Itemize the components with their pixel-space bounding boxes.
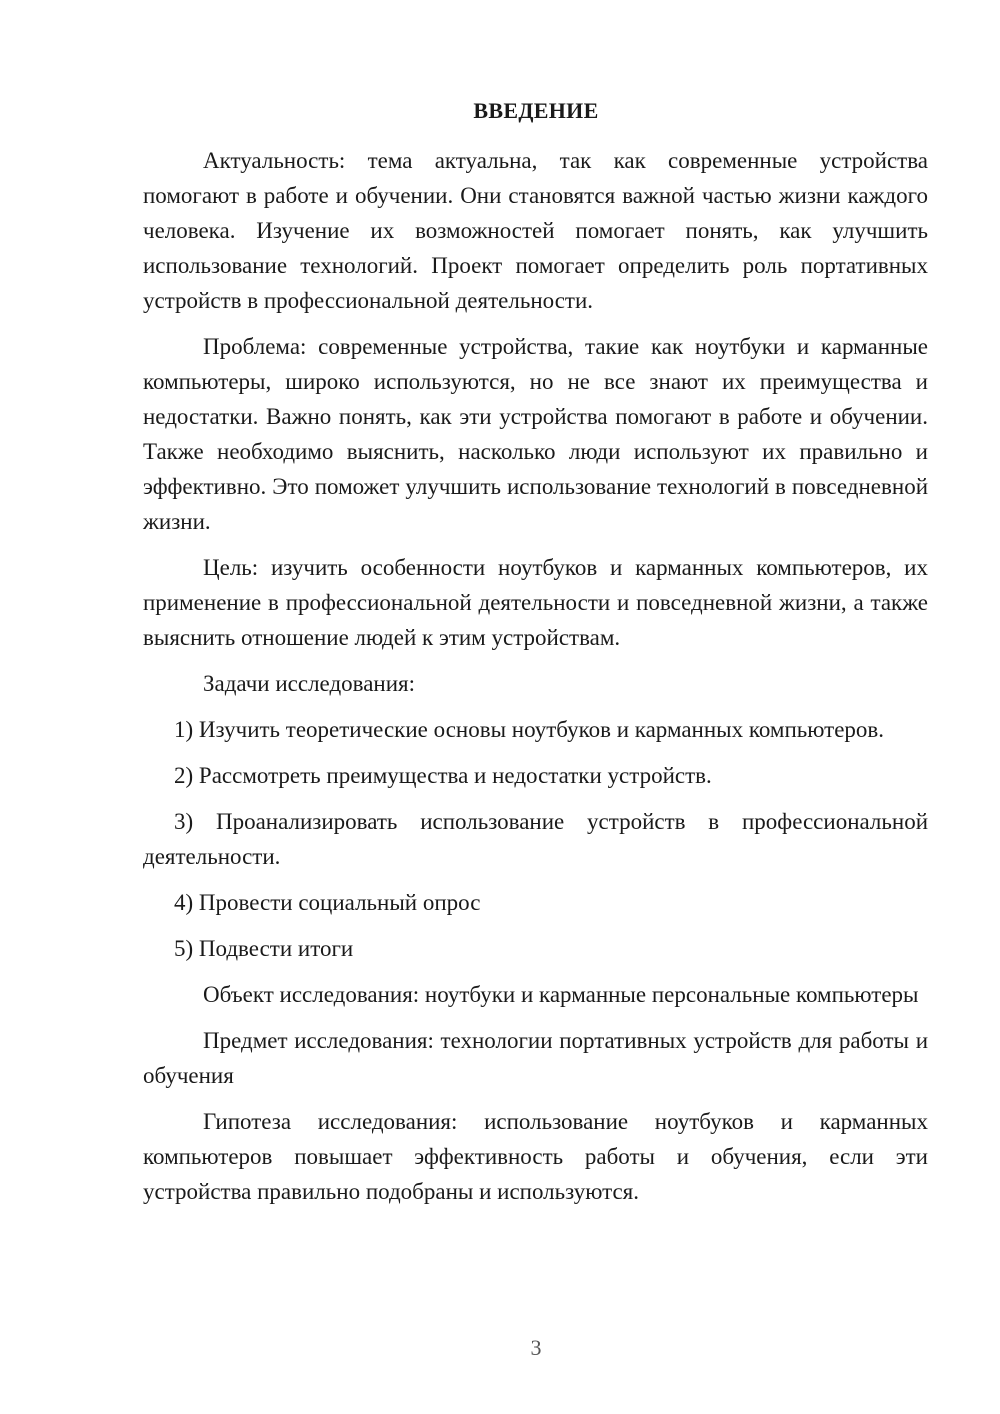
- paragraph-goal: Цель: изучить особенности ноутбуков и карманных компьютеров, их применение в профессиональной деятельности и повседневной жизни, а также выяснить отношение людей к этим устройствам.: [143, 555, 928, 650]
- task-item-3: 3) Проанализировать использование устройств в профессиональной деятельности.: [143, 809, 928, 869]
- paragraph-object: Объект исследования: ноутбуки и карманные персональные компьютеры: [203, 982, 919, 1007]
- task-item-5: 5) Подвести итоги: [174, 936, 354, 961]
- paragraph-hypothesis: Гипотеза исследования: использование ноутбуков и карманных компьютеров повышает эффективность работы и обучения, если эти устройства правильно подобраны и используются.: [143, 1109, 928, 1204]
- paragraph-tasks-heading: Задачи исследования:: [203, 671, 416, 696]
- document-body: [143, 143, 928, 1220]
- paragraph-subject: Предмет исследования: технологии портативных устройств для работы и обучения: [143, 1028, 928, 1088]
- paragraph-problem: Проблема: современные устройства, такие как ноутбуки и карманные компьютеры, широко используются, но не все знают их преимущества и недостатки. Важно понять, как эти устройства помогают в работе и обучении. Также необходимо выяснить, насколько люди используют их правильно и эффективно. Это поможет улучшить использование технологий в повседневной жизни.: [143, 334, 928, 534]
- task-item-4: 4) Провести социальный опрос: [174, 890, 481, 915]
- page-title: ВВЕДЕНИЕ: [473, 98, 599, 123]
- page-number: 3: [530, 1335, 542, 1360]
- task-item-1: 1) Изучить теоретические основы ноутбуков и карманных компьютеров.: [174, 717, 885, 742]
- task-item-2: 2) Рассмотреть преимущества и недостатки устройств.: [174, 763, 712, 788]
- paragraph-relevance: Актуальность: тема актуальна, так как современные устройства помогают в работе и обучении. Они становятся важной частью жизни каждого человека. Изучение их возможностей помогает понять, как улучшить использование технологий. Проект помогает определить роль портативных устройств в профессиональной деятельности.: [143, 148, 928, 313]
